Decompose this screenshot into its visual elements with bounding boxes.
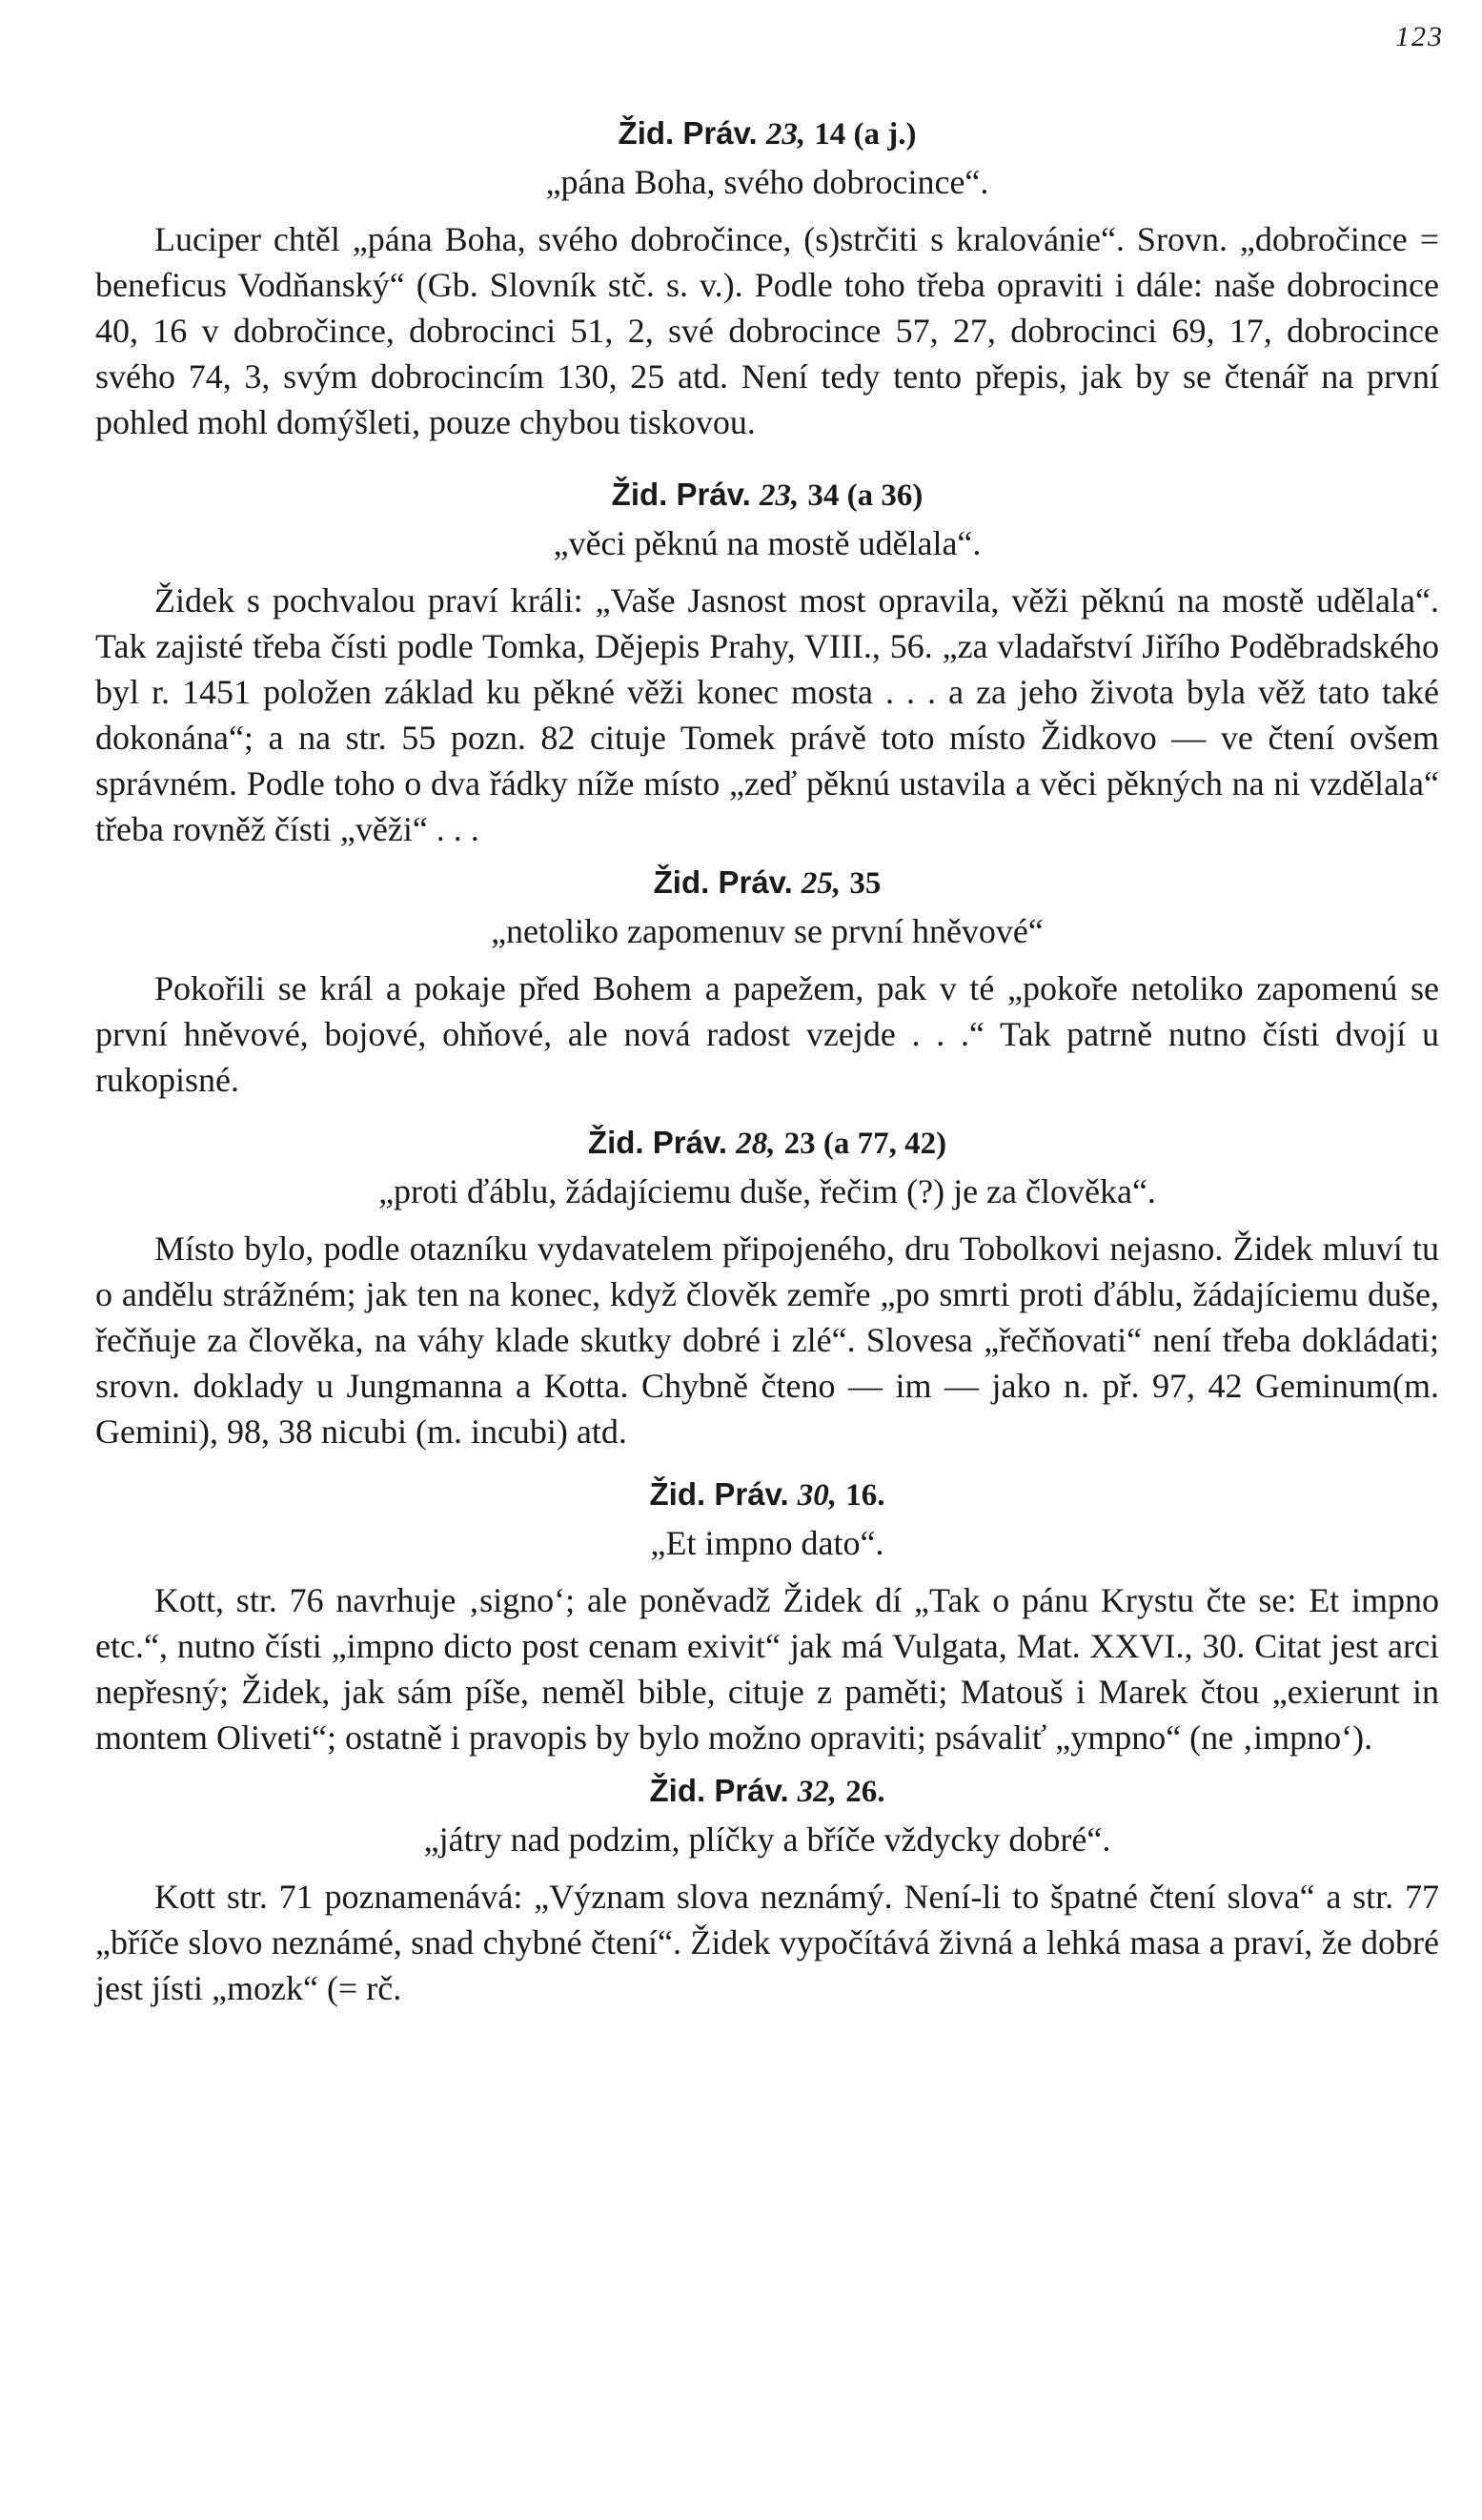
section-heading: Žid. Práv. 23, 34 (a 36) — [611, 477, 924, 513]
section-heading: Žid. Práv. 23, 14 (a j.) — [618, 115, 917, 152]
section-quote: „pána Boha, svého dobrocince“. — [545, 163, 989, 201]
section-quote: „játry nad podzim, plíčky a bříče vždycky dobré“. — [423, 1820, 1111, 1859]
section-quote: „Et impno dato“. — [650, 1524, 884, 1562]
section-paragraph: Luciper chtěl „pána Boha, svého dobročince, (s)strčiti s kralovánie“. Srovn. „dobročince = beneficus Vodňanský“ (Gb. Slovník stč. s. v.). Podle toho třeba opraviti i dále: naše dobrocince 40, 16 v dobročince, dobrocinci 51, 2, své dobrocince 57, 27, dobrocinci 69, 17, dobrocince svého 74, 3, svým dobrocincím 130, 25 atd. Není tedy tento přepis, jak by se čtenář na první pohled mohl domýšleti, pouze chybou tiskovou. — [95, 220, 1439, 441]
section-quote: „proti ďáblu, žádajíciemu duše, řečim (?) je za člověka“. — [378, 1172, 1156, 1210]
section-heading: Žid. Práv. 32, 26. — [649, 1773, 885, 1809]
page-number: 123 — [1395, 21, 1444, 52]
section-heading: Žid. Práv. 25, 35 — [653, 864, 882, 901]
section-heading: Žid. Práv. 30, 16. — [649, 1476, 885, 1513]
section-paragraph: Pokořili se král a pokaje před Bohem a papežem, pak v té „pokoře netoliko zapomenú se první hněvové, bojové, ohňové, ale nová radost vzejde . . .“ Tak patrně nutno čísti dvojí u rukopisné. — [95, 969, 1439, 1099]
section-paragraph: Kott str. 71 poznamenává: „Význam slova neznámý. Není-li to špatné čtení slova“ a str. 77 „bříče slovo neznámé, snad chybné čtení“. Židek vypočítává živná a lehká masa a praví, že dobré jest jísti „mozk“ (= rč. — [95, 1878, 1439, 2007]
section-paragraph: Kott, str. 76 navrhuje ‚signo‘; ale poněvadž Židek dí „Tak o pánu Krystu čte se: Et impno etc.“, nutno čísti „impno dicto post cenam exivit“ jak má Vulgata, Mat. XXVI., 30. Citat jest arci nepřesný; Židek, jak sám píše, neměl bible, cituje z paměti; Matouš i Marek čtou „exierunt in montem Oliveti“; ostatně i pravopis by bylo možno opraviti; psávaliť „ympno“ (ne ‚impno‘). — [95, 1581, 1439, 1757]
section-heading: Žid. Práv. 28, 23 (a 77, 42) — [587, 1125, 947, 1161]
section-quote: „věci pěknú na mostě udělala“. — [553, 524, 982, 562]
section-quote: „netoliko zapomenuv se první hněvové“ — [491, 912, 1044, 950]
section-paragraph: Židek s pochvalou praví králi: „Vaše Jasnost most opravila, věži pěknú na mostě udělala“. Tak zajisté třeba čísti podle Tomka, Dějepis Prahy, VIII., 56. „za vladařství Jiřího Poděbradského byl r. 1451 položen základ ku pěkné věži konec mosta . . . a za jeho života byla věž tato také dokonána“; a na str. 55 pozn. 82 cituje Tomek právě toto místo Židkovo — ve čtení ovšem správném. Podle toho o dva řádky níže místo „zeď pěknú ustavila a věci pěkných na ni vzdělala“ třeba rovněž čísti „věži“ . . . — [95, 581, 1439, 848]
page-body — [95, 112, 1439, 2011]
section-paragraph: Místo bylo, podle otazníku vydavatelem připojeného, dru Tobolkovi nejasno. Židek mluví tu o andělu strážném; jak ten na konec, když člověk zemře „po smrti proti ďáblu, žádajíciemu duše, řečňuje za člověka, na váhy klade skutky dobré i zlé“. Slovesa „řečňovati“ není třeba dokládati; srovn. doklady u Jungmanna a Kotta. Chybně čteno — im — jako n. př. 97, 42 Geminum(m. Gemini), 98, 38 nicubi (m. incubi) atd. — [95, 1230, 1439, 1451]
